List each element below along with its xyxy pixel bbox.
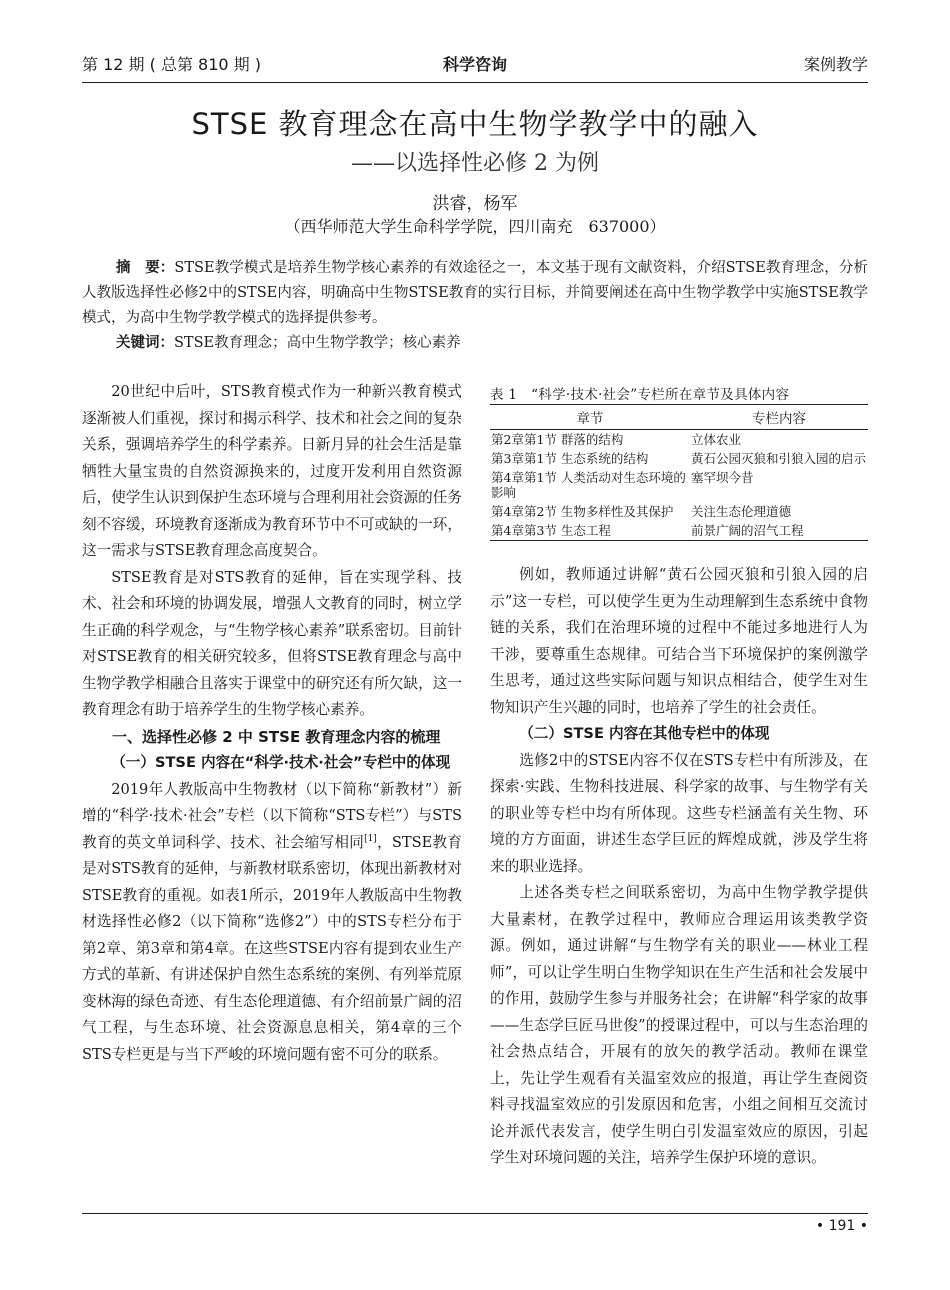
abstract: [82, 256, 868, 331]
table-header-chapter: 章节: [490, 405, 690, 430]
paragraph-yellowstone-example: 例如，教师通过讲解“黄石公园灭狼和引狼入园的启示”这一专栏，可以使学生更为生动理解到生态系统中食物链的关系，我们在治理环境的过程中不能过多地进行人为干涉，要尊重生态规律。可结合当下环境保护的案例激学生思考，通过这些实际问题与知识点相结合，使学生对生物知识产生兴趣的同时，也培养了学生的社会责任。: [490, 566, 868, 716]
table-header-content: 专栏内容: [690, 405, 868, 430]
table-row: [490, 502, 868, 521]
paragraph-teaching-resources: 上述各类专栏之间联系密切，为高中生物学教学提供大量素材，在教学过程中，教师应合理运用该类教学资源。例如，通过讲解“与生物学有关的职业——林业工程师”，可以让学生明白生物学知识在生产生活和社会发展中的作用，鼓励学生参与并服务社会；在讲解“科学家的故事——生态学巨匠马世俊”的授课过程中，可以与生态治理的社会热点结合，开展有的放矢的教学活动。教师在课堂上，先让学生观看有关温室效应的报道，再让学生查阅资料寻找温室效应的引发原因和危害，小组之间相互交流讨论并派代表发言，使学生明白引发温室效应的原因，引起学生对环境问题的关注，培养学生保护环境的意识。: [490, 884, 868, 1166]
right-column: [490, 562, 868, 1172]
article-authors: 洪睿，杨军: [432, 194, 518, 214]
table-cell-content: 前景广阔的沼气工程: [690, 521, 868, 541]
table-cell-content: 关注生态伦理道德: [691, 504, 792, 519]
table-cell-content: 立体农业: [691, 432, 742, 447]
subsection-heading-1: （一）STSE 内容在“科学·技术·社会”专栏中的体现: [111, 754, 451, 771]
table-cell-content: 黄石公园灭狼和引狼入园的启示: [691, 451, 867, 466]
table-cell-content: 塞罕坝今昔: [691, 470, 754, 485]
table-row: [490, 468, 868, 502]
running-header-issue: 第 12 期 ( 总第 810 期 ): [82, 55, 261, 74]
table-cell-chapter: 第4章第3节 生态工程: [490, 521, 690, 541]
paragraph-new-textbook: [82, 777, 462, 1069]
paragraph-new-textbook-part2: ，STSE教育是对STS教育的延伸，与新教材联系密切，体现出新教材对STSE教育的重视。如表1所示，2019年人教版高中生物教材选择性必修2（以下简称“选修2”）中的STS专栏分布于第2章、第3章和第4章。在这些STSE内容有提到农业生产方式的革新、有讲述保护自然生态系统的案例、有列举荒原变林海的绿色奇迹、有生态伦理道德、有介绍前景广阔的沼气工程，与生态环境、社会资源息息相关，第4章的三个STS专栏更是与当下严峻的环境问题有密不可分的联系。: [82, 833, 462, 1063]
table-row: [490, 521, 868, 541]
abstract-text: STSE教学模式是培养生物学核心素养的有效途径之一，本文基于现有文献资料，介绍STSE教育理念，分析人教版选择性必修2中的STSE内容，明确高中生物STSE教育的实行目标，并简要阐述在高中生物学教学中实施STSE教学模式，为高中生物学教学模式的选择提供参考。: [82, 260, 868, 326]
paragraph-stse-extension: STSE教育是对STS教育的延伸，旨在实现学科、技术、社会和环境的协调发展，增强人文教育的同时，树立学生正确的科学观念，与“生物学核心素养”联系密切。目前针对STSE教育的相关研究较多，但将STSE教育理念与高中生物学教学相融合且落实于课堂中的研究还有所欠缺，这一教育理念有助于培养学生的生物学核心素养。: [82, 568, 462, 718]
author-affiliation: （西华师范大学生命科学学院，四川南充 637000）: [284, 217, 666, 236]
citation-ref-1[interactable]: [1]: [364, 833, 377, 844]
table-row: [490, 430, 868, 450]
section-heading-1: 一、选择性必修 2 中 STSE 教育理念内容的梳理: [112, 727, 441, 746]
keywords-text: STSE教育理念；高中生物学教学；核心素养: [174, 335, 461, 351]
table-cell-chapter: 第2章第1节 群落的结构: [491, 432, 624, 447]
table-caption: 表 1 “科学·技术·社会”专栏所在章节及具体内容: [490, 387, 790, 403]
page-number: • 191 •: [815, 1218, 868, 1234]
keywords-label: 关键词：: [116, 335, 174, 351]
table-row: [490, 449, 868, 468]
article-subtitle: ——以选择性必修 2 为例: [351, 151, 599, 176]
paragraph-intro: 20世纪中后叶，STS教育模式作为一种新兴教育模式逐渐被人们重视，探讨和揭示科学、技术和社会之间的复杂关系，强调培养学生的科学素养。日新月异的社会生活是靠牺牲大量宝贵的自然资源换来的，过度开发利用自然资源后，使学生认识到保护生态环境与合理利用社会资源的任务刻不容缓，环境教育逐渐成为教育环节中不可或缺的一环，这一需求与STSE教育理念高度契合。: [82, 383, 462, 559]
table-header-row: [490, 405, 868, 430]
running-header-section: 案例教学: [803, 55, 868, 74]
header-divider: [82, 82, 868, 83]
article-title: STSE 教育理念在高中生物学教学中的融入: [191, 107, 759, 141]
table-cell-chapter: 第3章第1节 生态系统的结构: [491, 451, 649, 466]
table-cell-chapter: 第4章第2节 生物多样性及其保护: [491, 504, 674, 519]
paragraph-new-textbook-part1: 2019年人教版高中生物教材（以下简称“新教材”）新增的“科学·技术·社会”专栏（以下简称“STS专栏”）与STS教育的英文单词科学、技术、社会缩写相同: [82, 780, 462, 851]
left-column: [82, 379, 462, 1068]
keywords: [116, 331, 868, 356]
table-cell-chapter: 第4章第1节 人类活动对生态环境的影响: [491, 470, 686, 500]
running-header-journal: 科学咨询: [442, 55, 507, 74]
footer-divider: [82, 1213, 868, 1214]
sts-column-table: [490, 404, 868, 541]
paragraph-other-columns: 选修2中的STSE内容不仅在STS专栏中有所涉及，在探索·实践、生物科技进展、科学家的故事、与生物学有关的职业等专栏中均有所体现。这些专栏涵盖有关生物、环境的方方面面，讲述生态学巨匠的辉煌成就，涉及学生将来的职业选择。: [490, 751, 868, 875]
subsection-heading-2: （二）STSE 内容在其他专栏中的体现: [519, 725, 770, 742]
abstract-label: 摘 要：: [116, 260, 175, 276]
